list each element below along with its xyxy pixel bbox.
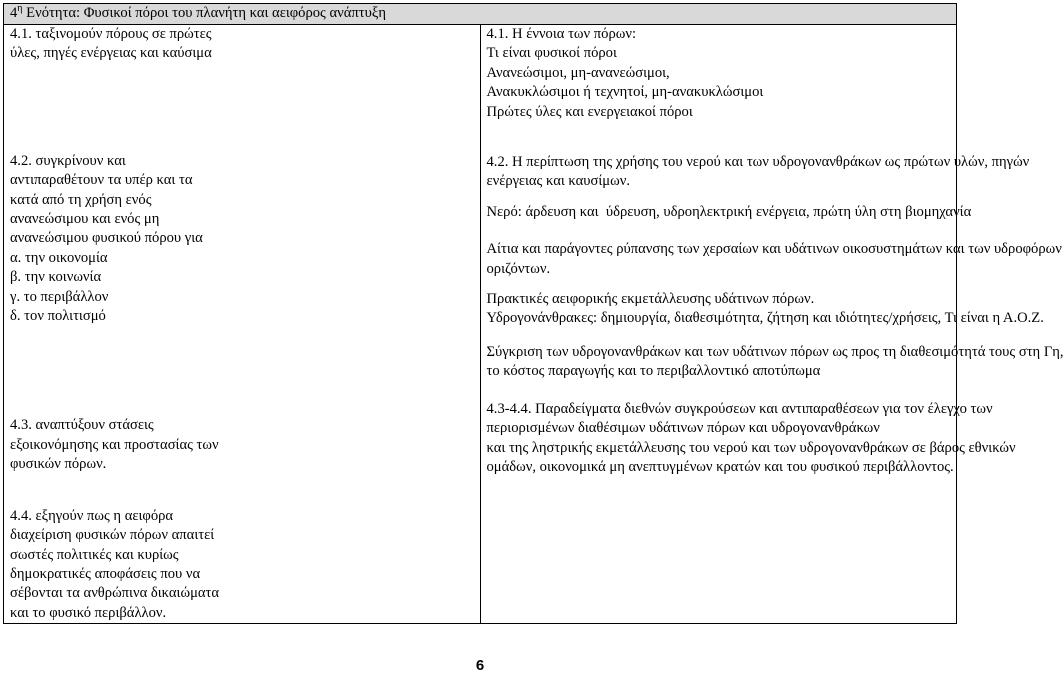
text-line: Τι είναι φυσικοί πόροι — [486, 45, 617, 62]
text-line: δ. τον πολιτισμό — [10, 308, 106, 325]
curriculum-table — [3, 3, 1064, 624]
text-line: και της ληστρικής εκμετάλλευσης του νερού και των υδρογονανθράκων σε βάρος εθνικών — [486, 439, 1016, 456]
document-page — [3, 3, 1064, 624]
text-line: 4.1. Η έννοια των πόρων: — [486, 26, 636, 42]
text-line: το κόστος παραγωγής και το περιβαλλοντικό αποτύπωμα — [486, 363, 821, 380]
text-line: Υδρογονάνθρακες: δημιουργία, διαθεσιμότητα, ζήτηση και ιδιότητες/χρήσεις, Τι είναι η Α.Ο.Ζ. — [486, 310, 1044, 327]
text-line: α. την οικονομία — [10, 249, 108, 266]
unit-title: Ενότητα: Φυσικοί πόροι του πλανήτη και αειφόρος ανάπτυξη — [22, 5, 386, 21]
text-line: 4.3-4.4. Παραδείγματα διεθνών συγκρούσεων και αντιπαραθέσεων για τον έλεγχο των — [486, 400, 993, 417]
text-line: σέβονται τα ανθρώπινα δικαιώματα — [10, 585, 220, 602]
text-line: 4.1. ταξινομούν πόρους σε πρώτες — [10, 26, 212, 42]
objective-4-3 — [10, 416, 474, 474]
text-line: 4.3. αναπτύξουν στάσεις — [10, 417, 154, 434]
text-line: σωστές πολιτικές και κυρίως — [10, 546, 179, 563]
text-line: Πρώτες ύλες και ενεργειακοί πόροι — [486, 103, 693, 120]
text-line: Πρακτικές αειφορικής εκμετάλλευσης υδάτινων πόρων. — [486, 291, 815, 308]
text-line: ανανεώσιμου φυσικού πόρου για — [10, 230, 203, 247]
text-line: Ανανεώσιμοι, μη-ανανεώσιμοι, — [486, 64, 670, 81]
content-cell — [480, 25, 1064, 624]
text-line: κατά από τη χρήση ενός — [10, 191, 152, 208]
unit-number: 4 — [10, 5, 18, 21]
content-4-2 — [486, 153, 1064, 382]
page-number: 6 — [475, 657, 485, 674]
content-4-1 — [487, 25, 951, 122]
text-line: Αίτια και παράγοντες ρύπανσης των χερσαίων και υδάτινων οικοσυστημάτων και των υδροφόρων — [486, 241, 1062, 258]
objective-4-1 — [10, 25, 474, 64]
text-line: εξοικονόμησης και προστασίας των — [10, 436, 219, 453]
text-line: φυσικών πόρων. — [10, 456, 107, 473]
text-line: δημοκρατικές αποφάσεις που να — [10, 565, 201, 582]
unit-header — [4, 4, 957, 25]
content-4-3-4-4 — [486, 400, 1016, 478]
text-line: 4.2. Η περίπτωση της χρήσης του νερού και των υδρογονανθράκων ως πρώτων υλών, πηγών — [486, 154, 1030, 171]
text-line: αντιπαραθέτουν τα υπέρ και τα — [10, 172, 193, 189]
text-line: Ανακυκλώσιμοι ή τεχνητοί, μη-ανακυκλώσιμοι — [486, 84, 764, 101]
table-row — [4, 25, 957, 624]
text-line: 4.4. εξηγούν πως η αειφόρα — [10, 507, 174, 524]
text-line: ύλες, πηγές ενέργειας και καύσιμα — [10, 45, 212, 62]
text-line: Νερό: άρδευση και ύδρευση, υδροηλεκτρική ενέργεια, πρώτη ύλη στη βιομηχανία — [486, 203, 972, 220]
objective-4-4 — [10, 507, 474, 623]
text-line: γ. το περιβάλλον — [10, 288, 109, 305]
text-line: ανανεώσιμου και ενός μη — [10, 211, 160, 228]
text-line: και το φυσικό περιβάλλον. — [10, 604, 167, 621]
unit-number-superscript: η — [17, 3, 23, 15]
text-line: 4.2. συγκρίνουν και — [10, 152, 126, 169]
text-line: διαχείριση φυσικών πόρων απαιτεί — [10, 527, 215, 544]
text-line: ενέργειας και καυσίμων. — [486, 173, 630, 190]
text-line: ομάδων, οικονομικά μη ανεπτυγμένων κρατών και του φυσικού περιβάλλοντος. — [486, 458, 954, 475]
text-line: οριζόντων. — [486, 260, 551, 277]
objective-4-2 — [10, 152, 474, 327]
text-line: β. την κοινωνία — [10, 269, 102, 286]
text-line: Σύγκριση των υδρογονανθράκων και των υδάτινων πόρων ως προς τη διαθεσιμότητά τους στη Γη, — [486, 343, 1064, 360]
text-line: περιορισμένων διαθέσιμων υδάτινων πόρων και υδρογονανθράκων — [486, 420, 880, 437]
objectives-cell — [4, 25, 481, 624]
